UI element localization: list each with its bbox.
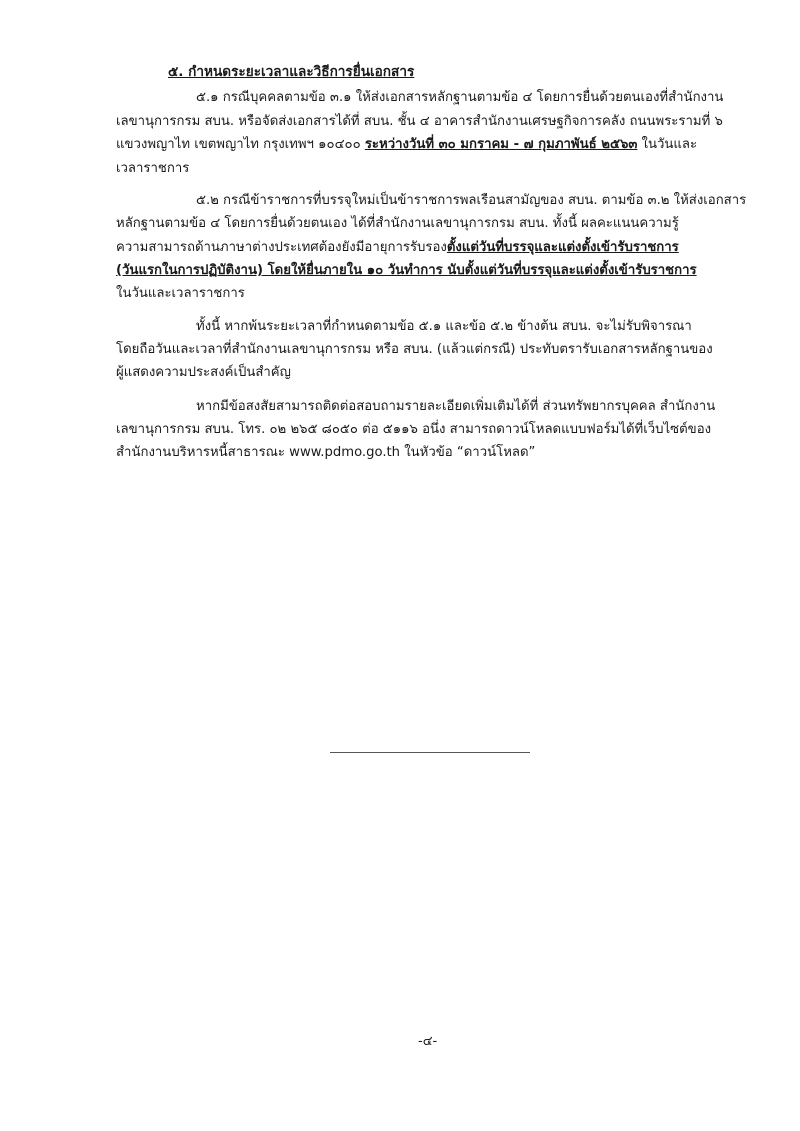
- section-5-1-line-1: ๕.๑ กรณีบุคคลตามข้อ ๓.๑ ให้ส่งเอกสารหลักฐานตามข้อ ๔ โดยการยื่นด้วยตนเองที่สำนักงาน: [196, 90, 724, 105]
- note-line-1: ทั้งนี้ หากพ้นระยะเวลาที่กำหนดตามข้อ ๕.๑ และข้อ ๕.๒ ข้างต้น สบน. จะไม่รับพิจารณา: [196, 319, 692, 334]
- end-divider: [330, 752, 530, 753]
- section-5-2-first-day: (วันแรกในการปฏิบัติงาน): [116, 263, 263, 278]
- contact-line-2: เลขานุการกรม สบน. โทร. ๐๒ ๒๖๕ ๘๐๕๐ ต่อ ๕๑๑๖ อนึ่ง สามารถดาวน์โหลดแบบฟอร์มได้ที่เว็บไซต์ของ: [116, 422, 712, 437]
- section-5-2-line-3: [116, 239, 679, 257]
- section-5-1-tail: ในวันและ: [637, 137, 698, 152]
- note-line-3: ผู้แสดงความประสงค์เป็นสำคัญ: [116, 365, 291, 380]
- section-heading: ๕. กำหนดระยะเวลาและวิธีการยื่นเอกสาร: [168, 64, 415, 80]
- section-5-1-line-4: เวลาราชการ: [116, 161, 190, 176]
- section-5-1-line-2: เลขานุการกรม สบน. หรือจัดส่งเอกสารได้ที่ สบน. ชั้น ๔ อาคารสำนักงานเศรษฐกิจการคลัง ถนนพระรามที่ ๖: [116, 114, 723, 129]
- section-5-2-line-2: หลักฐานตามข้อ ๔ โดยการยื่นด้วยตนเอง ได้ที่สำนักงานเลขานุการกรม สบน. ทั้งนี้ ผลคะแนนความรู้: [116, 216, 679, 231]
- section-5-2-line-1: ๕.๒ กรณีข้าราชการที่บรรจุใหม่เป็นข้าราชการพลเรือนสามัญของ สบน. ตามข้อ ๓.๒ ให้ส่งเอกสาร: [196, 193, 747, 208]
- section-5-1-line-3: [116, 136, 697, 154]
- section-5-2-validity: ความสามารถด้านภาษาต่างประเทศต้องยังมีอายุการรับรอง: [116, 240, 447, 255]
- page-number: -๔-: [418, 1034, 438, 1049]
- note-line-2: โดยถือวันและเวลาที่สำนักงานเลขานุการกรม หรือ สบน. (แล้วแต่กรณี) ประทับตรารับเอกสารหลักฐานของ: [116, 342, 713, 357]
- contact-line-3: สำนักงานบริหารหนี้สาธารณะ www.pdmo.go.th ในหัวข้อ “ดาวน์โหลด”: [116, 445, 536, 460]
- section-5-2-deadline: โดยให้ยื่นภายใน ๑๐ วันทำการ นับตั้งแต่วันที่บรรจุและแต่งตั้งเข้ารับราชการ: [263, 263, 697, 278]
- section-5-2-line-5: ในวันและเวลาราชการ: [116, 286, 245, 301]
- section-5-1-date-range: ระหว่างวันที่ ๓๐ มกราคม - ๗ กุมภาพันธ์ ๒๕๖๓: [364, 137, 638, 152]
- section-5-2-line-4: [116, 262, 697, 280]
- section-5-1-address: แขวงพญาไท เขตพญาไท กรุงเทพฯ ๑๐๔๐๐: [116, 137, 365, 152]
- section-5-2-validity-bold: ตั้งแต่วันที่บรรจุและแต่งตั้งเข้ารับราชการ: [446, 240, 679, 255]
- contact-line-1: หากมีข้อสงสัยสามารถติดต่อสอบถามรายละเอียดเพิ่มเติมได้ที่ ส่วนทรัพยากรบุคคล สำนักงาน: [196, 399, 716, 414]
